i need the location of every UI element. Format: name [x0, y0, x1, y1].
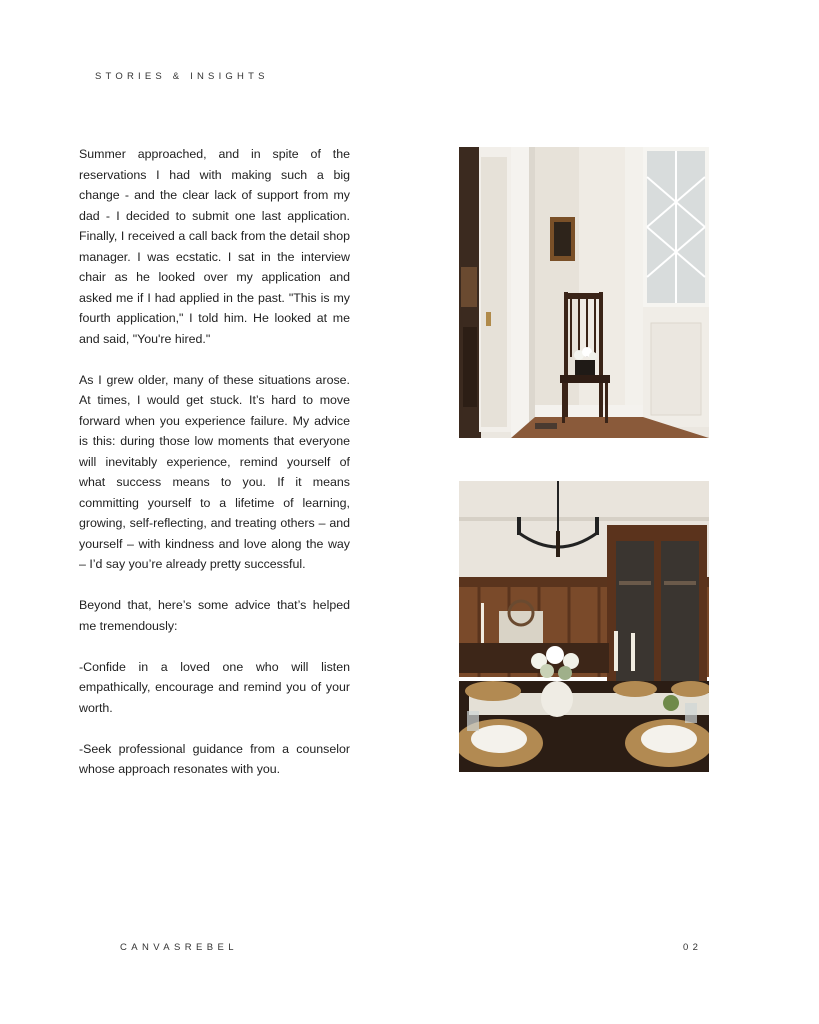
- paragraph-2: As I grew older, many of these situations arose. At times, I would get stuck. It’s hard to move forward when you experience failure. My advice is this: during those low moments that everyone will inevitably experience, remind yourself of what success means to you. If it means committing yourself to a lifetime of learning, growing, self-reflecting, and treating others – and yourself – with kindness and love along the way – I’d say you’re already pretty successful.: [79, 372, 350, 571]
- page-number: 02: [683, 942, 703, 953]
- hallway-chair-photo: [459, 147, 709, 438]
- paragraph-3: Beyond that, here’s some advice that’s helped me tremendously:: [79, 598, 350, 633]
- dining-room-photo: [459, 481, 709, 772]
- advice-item-1: -Confide in a loved one who will listen empathically, encourage and remind you of your worth.: [79, 659, 350, 715]
- advice-item-2: -Seek professional guidance from a counselor whose approach resonates with you.: [79, 741, 350, 776]
- article-body: [79, 144, 350, 780]
- footer-brand: CANVASREBEL: [120, 942, 238, 953]
- section-header: STORIES & INSIGHTS: [95, 71, 269, 82]
- paragraph-1: Summer approached, and in spite of the reservations I had with making such a big change - and the clear lack of support from my dad - I decided to submit one last application. Finally, I received a call back from the detail shop manager. I was ecstatic. I sat in the interview chair as he looked over my application and asked me if I had applied in the past. "This is my fourth application," I told him. He looked at me and said, "You're hired.": [79, 147, 350, 346]
